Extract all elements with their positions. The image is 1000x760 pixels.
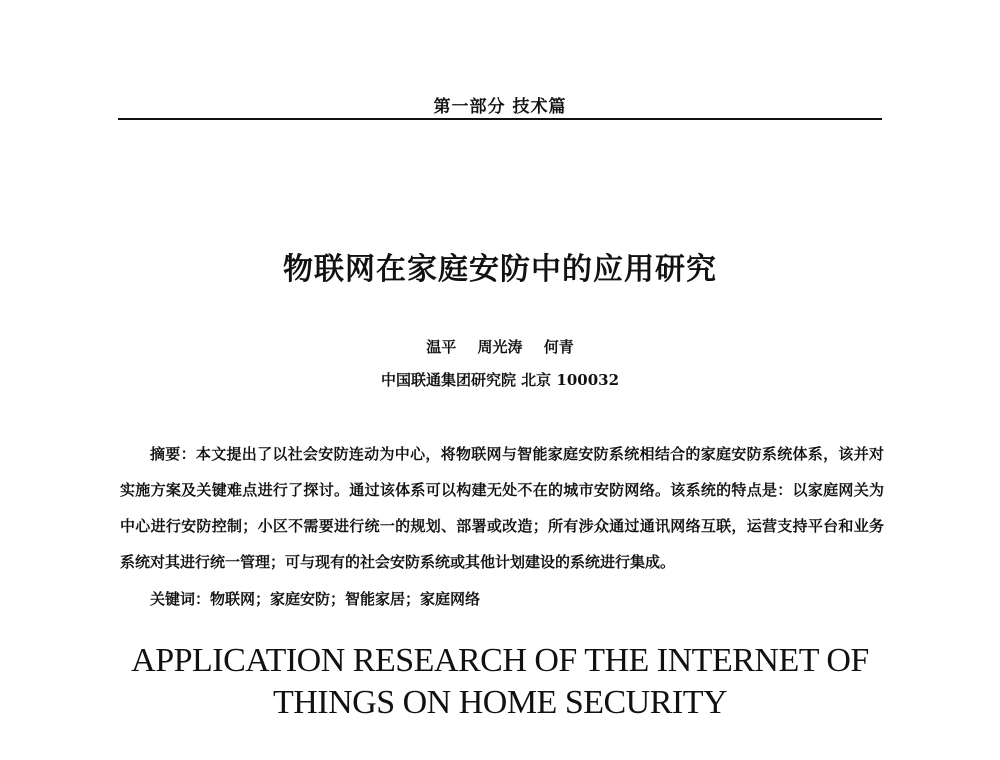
author-name: 周光涛 xyxy=(477,338,523,356)
author-affiliation: 中国联通集团研究院 北京 100032 xyxy=(380,371,620,389)
abstract-paragraph xyxy=(120,436,884,580)
title-english-line-1: APPLICATION RESEARCH OF THE INTERNET OF xyxy=(131,642,869,679)
keywords-label: 关键词： xyxy=(150,590,211,608)
abstract-text: 本文提出了以社会安防连动为中心，将物联网与智能家庭安防系统相结合的家庭安防系统体系，该并对实施方案及关键难点进行了探讨。通过该体系可以构建无处不在的城市安防网络。该系统的特点是：以家庭网关为中心进行安防控制；小区不需要进行统一的规划、部署或改造；所有涉众通过通讯网络互联，运营支持平台和业务系统对其进行统一管理；可与现有的社会安防系统或其他计划建设的系统进行集成。 xyxy=(120,445,884,571)
author-name: 温平 xyxy=(426,338,457,356)
title-english-line-2: THINGS ON HOME SECURITY xyxy=(272,684,728,721)
author-list xyxy=(0,336,1000,357)
paper-title-english xyxy=(0,640,1000,724)
keywords-line xyxy=(150,588,480,609)
header-divider xyxy=(118,118,882,120)
running-header: 第一部分 技术篇 xyxy=(433,97,567,117)
paper-title-chinese: 物联网在家庭安防中的应用研究 xyxy=(283,252,717,287)
keywords-text: 物联网；家庭安防；智能家居；家庭网络 xyxy=(210,590,481,608)
author-name: 何青 xyxy=(543,338,574,356)
abstract-label: 摘要： xyxy=(150,445,196,463)
